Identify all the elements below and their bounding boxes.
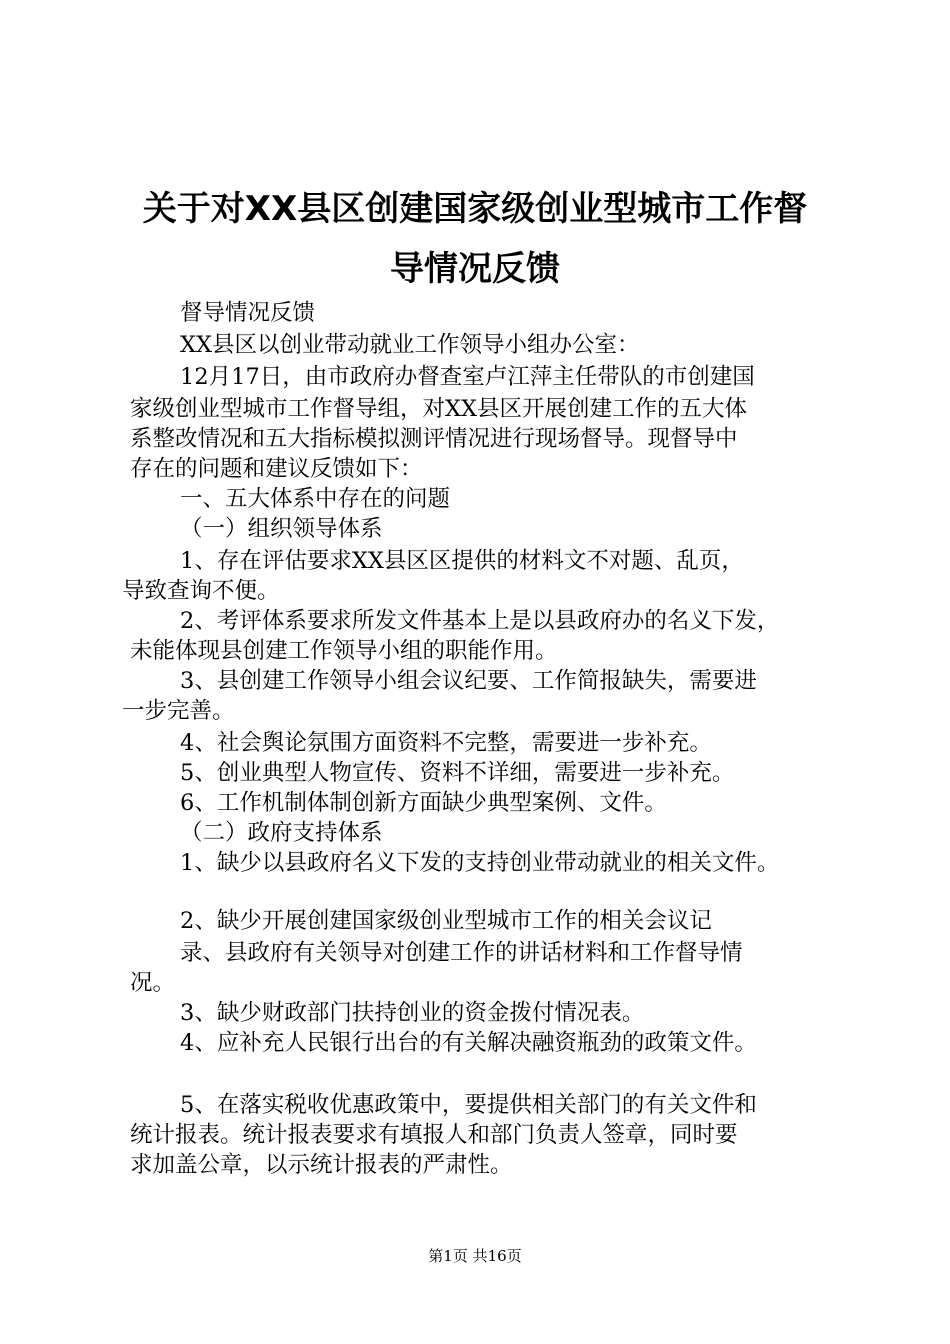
- body-line: 存在的问题和建议反馈如下：: [130, 456, 423, 482]
- body-line: 督导情况反馈: [180, 300, 316, 326]
- body-line: 6、工作机制体制创新方面缺少典型案例、文件。: [180, 790, 667, 816]
- body-line: XX县区以创业带动就业工作领导小组办公室：: [180, 332, 640, 358]
- page-footer: 第1页 共16页: [428, 1247, 522, 1265]
- body-line: 1、存在评估要求XX县区区提供的材料文不对题、乱页，: [180, 548, 744, 574]
- body-line: 未能体现县创建工作领导小组的职能作用。: [130, 638, 558, 664]
- body-line: 况。: [130, 970, 176, 996]
- subsection-heading: （二）政府支持体系: [180, 820, 383, 846]
- body-line: 3、缺少财政部门扶持创业的资金拨付情况表。: [180, 1000, 645, 1026]
- body-line: 1、缺少以县政府名义下发的支持创业带动就业的相关文件。: [180, 850, 780, 876]
- body-line: 12月17日，由市政府办督查室卢江萍主任带队的市创建国: [180, 364, 755, 390]
- body-line: 5、在落实税收优惠政策中，要提供相关部门的有关文件和: [180, 1092, 757, 1118]
- body-line: 4、社会舆论氛围方面资料不完整，需要进一步补充。: [180, 730, 712, 756]
- document-title-line-2: 导情况反馈: [390, 249, 560, 289]
- body-line: 录、县政府有关领导对创建工作的讲话材料和工作督导情: [180, 940, 743, 966]
- body-line: 一步完善。: [122, 698, 235, 724]
- body-line: 统计报表。统计报表要求有填报人和部门负责人签章，同时要: [130, 1122, 738, 1148]
- document-title-line-1: 关于对XX县区创建国家级创业型城市工作督: [142, 189, 808, 229]
- body-line: 2、考评体系要求所发文件基本上是以县政府办的名义下发，: [180, 608, 780, 634]
- subsection-heading: （一）组织领导体系: [180, 516, 383, 542]
- body-line: 3、县创建工作领导小组会议纪要、工作简报缺失，需要进: [180, 668, 757, 694]
- body-line: 2、缺少开展创建国家级创业型城市工作的相关会议记: [180, 908, 712, 934]
- section-heading: 一、五大体系中存在的问题: [180, 486, 451, 512]
- body-line: 系整改情况和五大指标模拟测评情况进行现场督导。现督导中: [130, 426, 738, 452]
- body-line: 4、应补充人民银行出台的有关解决融资瓶劲的政策文件。: [180, 1030, 757, 1056]
- body-line: 导致查询不便。: [122, 578, 280, 604]
- body-line: 5、创业典型人物宣传、资料不详细，需要进一步补充。: [180, 760, 735, 786]
- body-line: 家级创业型城市工作督导组，对XX县区开展创建工作的五大体: [130, 396, 748, 422]
- body-line: 求加盖公章，以示统计报表的严肃性。: [130, 1152, 513, 1178]
